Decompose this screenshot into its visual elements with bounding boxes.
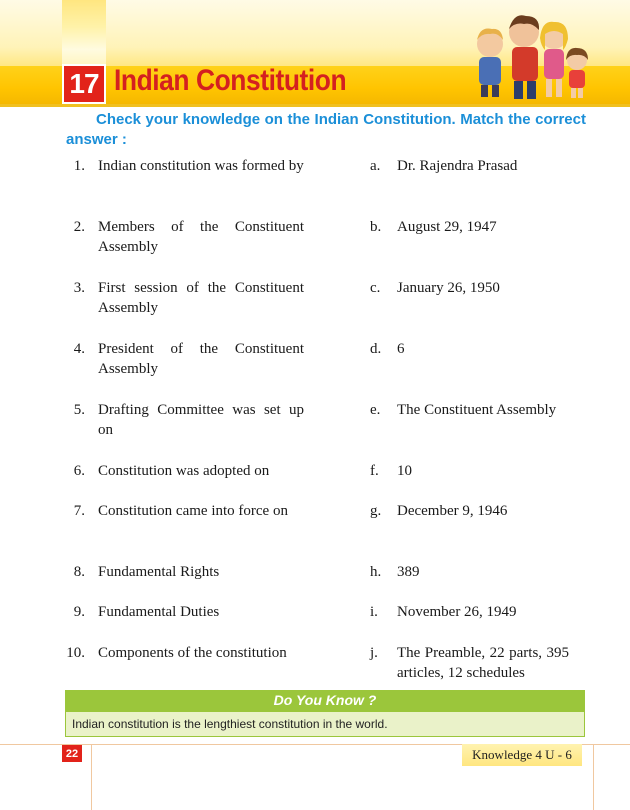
question-number: 1.: [73, 158, 85, 174]
answer-text: 389: [397, 564, 420, 580]
question-text: President of the Constituent Assembly: [98, 341, 304, 377]
question-number: 7.: [73, 503, 85, 519]
answer-text: The Constituent Assembly: [397, 402, 557, 418]
cartoon-children-illustration: [462, 2, 592, 102]
question-text: Drafting Committee was set up on: [98, 402, 304, 438]
question-number: 2.: [73, 219, 85, 235]
answer-letter: a.: [370, 158, 381, 174]
answer-text: 6: [397, 341, 405, 357]
question-text: Fundamental Rights: [98, 564, 220, 580]
question-text: Indian constitution was formed by: [98, 158, 304, 174]
answer-text: The Preamble, 22 parts, 395 articles, 12 schedules: [397, 645, 569, 681]
question-number: 9.: [73, 604, 85, 620]
question-number: 8.: [73, 564, 85, 580]
question-number: 10.: [66, 645, 85, 661]
question-text: Components of the constitution: [98, 645, 287, 661]
header-divider: [0, 104, 630, 107]
answer-text: August 29, 1947: [397, 219, 497, 235]
answer-letter: e.: [370, 402, 381, 418]
question-text: First session of the Constituent Assembly: [98, 280, 304, 316]
answer-text: Dr. Rajendra Prasad: [397, 158, 518, 174]
answer-text: 10: [397, 463, 412, 479]
answer-text: December 9, 1946: [397, 503, 508, 519]
answer-letter: c.: [370, 280, 381, 296]
chapter-title: Indian Constitution: [114, 64, 347, 97]
chapter-tab: [62, 0, 106, 66]
question-text: Fundamental Duties: [98, 604, 220, 620]
question-text: Constitution was adopted on: [98, 463, 270, 479]
page-number: 22: [62, 745, 82, 762]
answer-letter: j.: [370, 645, 378, 661]
do-you-know-title: Do You Know ?: [65, 690, 585, 711]
answer-letter: b.: [370, 219, 382, 235]
footer-margin-line-left: [91, 745, 92, 810]
answer-text: November 26, 1949: [397, 604, 517, 620]
instruction-text: Check your knowledge on the Indian Constitution. Match the correct answer :: [66, 111, 586, 148]
question-number: 5.: [73, 402, 85, 418]
answer-letter: h.: [370, 564, 382, 580]
footer-margin-line-right: [593, 745, 594, 810]
do-you-know-text: Indian constitution is the lengthiest constitution in the world.: [65, 711, 585, 737]
book-title: Knowledge 4 U - 6: [462, 744, 582, 766]
chapter-number: 17: [62, 64, 106, 104]
answer-letter: f.: [370, 463, 379, 479]
question-text: Constitution came into force on: [98, 503, 288, 519]
question-text: Members of the Constituent Assembly: [98, 219, 304, 255]
answer-letter: i.: [370, 604, 378, 620]
question-number: 3.: [73, 280, 85, 296]
question-number: 6.: [73, 463, 85, 479]
answer-letter: d.: [370, 341, 382, 357]
answer-text: January 26, 1950: [397, 280, 500, 296]
answer-letter: g.: [370, 503, 382, 519]
question-number: 4.: [73, 341, 85, 357]
